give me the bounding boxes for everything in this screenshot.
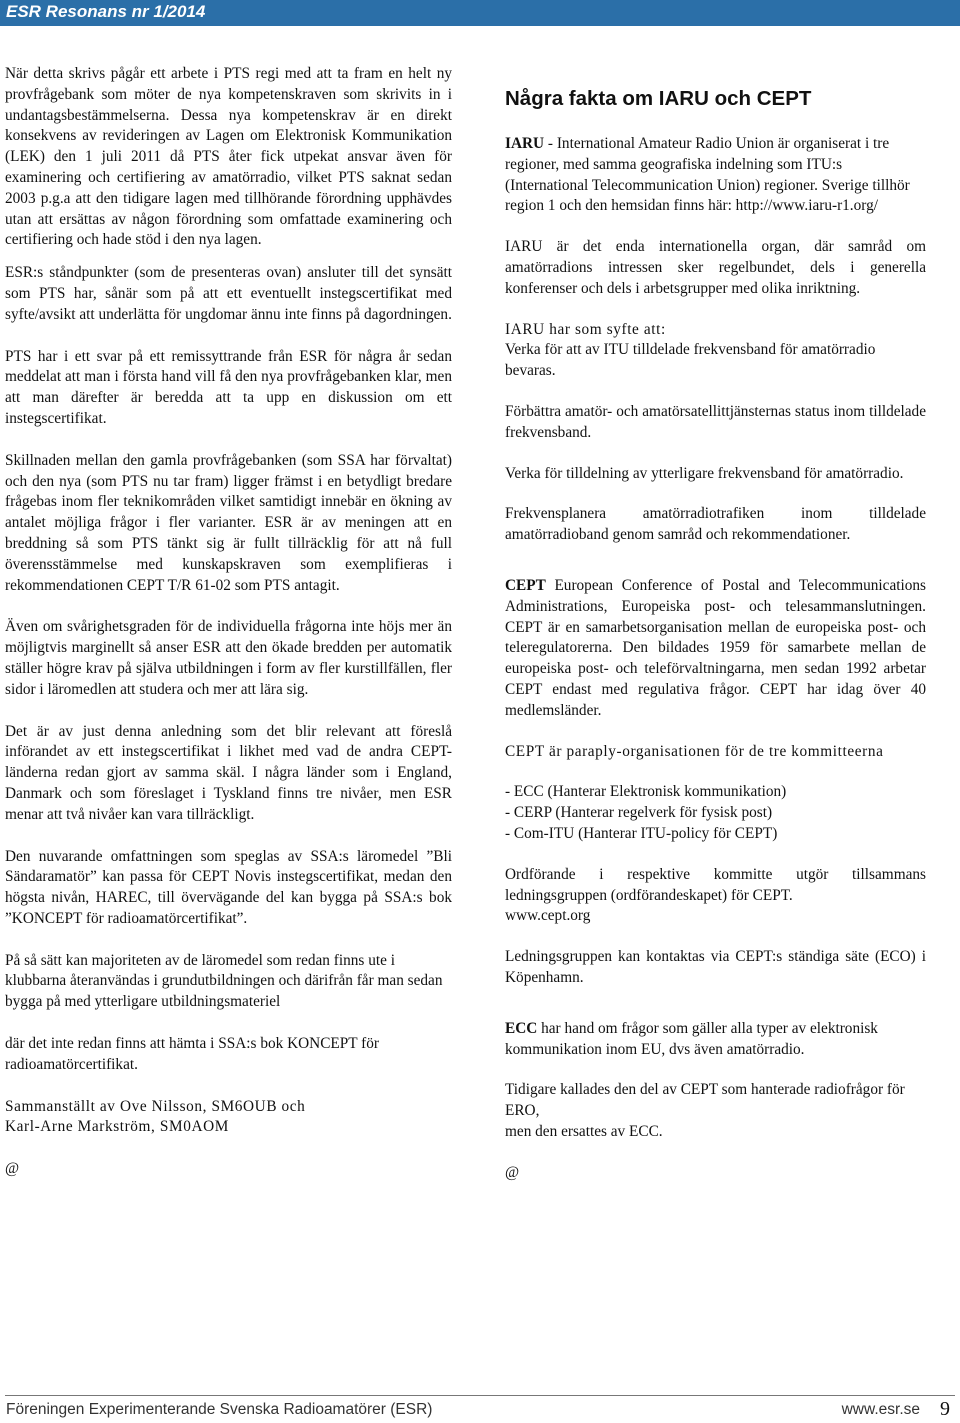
iaru-purpose-item: Förbättra amatör- och amatörsatellittjänsternas status inom tilldelade frekvensband. xyxy=(505,402,926,441)
article-paragraph: Även om svårighetsgraden för de individuella frågorna inte höjs mer än möjligtvis marginellt så anser ESR att den ökade bredden per automatik ställer högre krav på själva utbildningen i form av fler kurstillfällen, fler sidor i läromedlen att studera och mer att lära sig. xyxy=(5,618,452,698)
article-paragraph: PTS har i ett svar på ett remissyttrande från ESR för några år sedan meddelat att man i första hand vill få den nya provfrågebanken klar, men att man därefter är beredda att ta upp en diskussion om ett instegscertifikat. xyxy=(5,347,452,427)
page-number: 9 xyxy=(940,1398,950,1420)
article-paragraph: När detta skrivs pågår ett arbete i PTS regi med att ta fram en helt ny provfrågebank som möter de nya kompetenskraven som skrivits in i undantagsbestämmelserna. Dessa nya kompetenskrav är en direkt konsekvens av revideringen av Lagen om Elektronisk Kommunikation (LEK) den 1 juli 2011 då PTS åter fick utpekat ansvar även för examinering och certifiering av amatörradio, vilket PTS saknat sedan 2003 p.g.a att den tidigare lagen med tillhörande förordning upphävdes utan att ersättas av någon förordning som omfattade examinering och certifiering och hade stöd i den nya lagen. xyxy=(5,65,452,249)
committee-item: - ECC (Hanterar Elektronisk kommunikation) xyxy=(505,783,787,801)
signature-line: Karl-Arne Markström, SM0AOM xyxy=(5,1118,229,1136)
cept-term: CEPT xyxy=(505,576,546,594)
iaru-purpose-item: Verka för att av ITU tilldelade frekvensband för amatörradio bevaras. xyxy=(505,341,876,380)
ecc-info xyxy=(505,1019,926,1061)
end-mark: @ xyxy=(5,1160,20,1178)
magazine-title: ESR Resonans nr 1/2014 xyxy=(6,2,206,21)
iaru-purpose xyxy=(505,320,926,382)
end-mark: @ xyxy=(505,1163,520,1181)
iaru-purpose-item: Verka för tilldelning av ytterligare frekvensband för amatörradio. xyxy=(505,464,904,482)
footer-website: www.esr.se xyxy=(841,1401,920,1418)
ero-text: men den ersattes av ECC. xyxy=(505,1122,663,1140)
committee-item: - CERP (Hanterar regelverk för fysisk post) xyxy=(505,804,773,822)
author-signature xyxy=(5,1097,452,1139)
ecc-term: ECC xyxy=(505,1019,538,1037)
header-bar xyxy=(0,0,960,26)
contact-info: Ledningsgruppen kan kontaktas via CEPT:s ständiga säte (ECO) i Köpenhamn. xyxy=(505,948,926,986)
left-column xyxy=(5,64,452,1201)
iaru-purpose-label: IARU har som syfte att: xyxy=(505,320,666,338)
iaru-intro-text: - International Amateur Radio Union är organiserat i tre regioner, med samma geografiska indelning som ITU:s (International Telecommunication Union) regioner. Sverige tillhör region 1 och den hemsidan finns här: http://www.iaru-r1.org/ xyxy=(505,135,910,215)
article-paragraph: Det är av just denna anledning som det blir relevant att föreslå införandet av ett instegscertifikat i likhet med vad de andra CEPT-länderna redan gjort av samma skäl. I några länder som i England, Danmark och som föreslaget i Tyskland finns tre nivåer, men ESR menar att två nivåer kan vara tillräckligt. xyxy=(5,722,452,823)
ero-info xyxy=(505,1080,926,1142)
article-paragraph: där det inte redan finns att hämta i SSA:s bok KONCEPT för radioamatörcertifikat. xyxy=(5,1035,380,1073)
signature-line: Sammanställt av Ove Nilsson, SM6OUB och xyxy=(5,1097,306,1115)
footer-organization: Föreningen Experimenterande Svenska Radioamatörer (ESR) xyxy=(6,1401,433,1418)
cept-intro-text: European Conference of Postal and Telecommunications Administrations, Europeiska post- och telesammanslutningen. CEPT är en samarbetsorganisation mellan de europeiska post- och teleregulatorerna. Den bildades 1959 för samarbete mellan de europeiska post- och teleförvaltningarna, men sedan 1992 arbetar CEPT endast med regulativa frågor. CEPT har idag över 40 medlemsländer. xyxy=(505,576,926,719)
iaru-purpose-item: Frekvensplanera amatörradiotrafiken inom tilldelade amatörradioband genom samråd och rekommendationer. xyxy=(505,505,926,544)
cept-intro xyxy=(505,576,926,722)
cept-umbrella: CEPT är paraply-organisationen för de tre kommitteerna xyxy=(505,742,884,760)
right-column xyxy=(505,86,926,1203)
fact-box-heading: Några fakta om IARU och CEPT xyxy=(505,87,812,110)
article-paragraph: ESR:s ståndpunkter (som de presenteras ovan) ansluter till det synsätt som PTS har, sånär som på att ett eventuellt instegscertifikat med syfte/avsikt att underlätta för ungdomar ännu inte finns på dagordningen. xyxy=(5,264,452,323)
article-paragraph: Skillnaden mellan den gamla provfrågebanken (som SSA har förvaltat) och den nya (som PTS nu tar fram) ligger främst i en betydligt bredare frågebas inom fler teknikområden vilket samtidigt innebär en ökning av antalet möjliga frågor i fler varianter. ESR är av meningen att en breddning så som PTS tänkt sig är fullt tillräcklig för att nå full överensstämmelse med kunskapskraven som exemplifieras i rekommendationen CEPT T/R 61-02 som PTS antagit. xyxy=(5,451,452,594)
cept-url: www.cept.org xyxy=(505,907,591,925)
chairs-info xyxy=(505,865,926,927)
chairs-text: Ordförande i respektive kommitte utgör tillsammans ledningsgruppen (ordförandeskapet) för CEPT. xyxy=(505,865,926,904)
committee-item: - Com-ITU (Hanterar ITU-policy för CEPT) xyxy=(505,824,778,842)
footer-divider xyxy=(5,1395,955,1396)
article-paragraph: På så sätt kan majoriteten av de läromedel som redan finns ute i klubbarna återanvändas i grundutbildningen och därifrån får man sedan bygga på med ytterligare utbildningsmateriel xyxy=(5,951,443,1011)
committee-list xyxy=(505,782,926,844)
article-paragraph: Den nuvarande omfattningen som speglas av SSA:s läromedel ”Bli Sändaramatör” kan passa för CEPT Novis instegscertifikat, medan den högsta nivån, HAREC, till övervägande del kan bygga på SSA:s bok ”KONCEPT för radioamatörcertifikat”. xyxy=(5,847,452,927)
iaru-role: IARU är det enda internationella organ, där samråd om amatörradions intressen sker regelbundet, dels i generella konferenser och dels i arbetsgrupper med olika inriktning. xyxy=(505,238,926,297)
ero-text: Tidigare kallades den del av CEPT som hanterade radiofrågor för ERO, xyxy=(505,1081,905,1120)
iaru-intro xyxy=(505,134,926,217)
iaru-term: IARU xyxy=(505,135,545,152)
ecc-info-text: har hand om frågor som gäller alla typer av elektronisk kommunikation inom EU, dvs även amatörradio. xyxy=(505,1019,878,1058)
